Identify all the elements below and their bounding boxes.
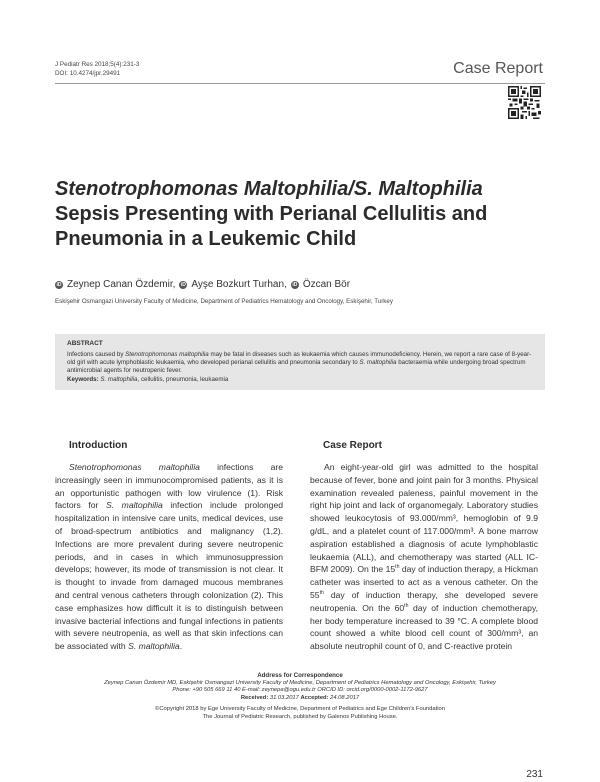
case-report-heading: Case Report [323,440,382,451]
abstract-box [55,334,545,390]
citation-meta [55,61,139,78]
correspondence-heading: Address for Correspondence [257,672,343,679]
article-title [55,177,535,252]
correspondence-footer [55,672,545,721]
doi: DOI: 10.4274/jpr.29491 [55,69,121,77]
case-report-text [310,461,538,653]
author-name: Ayşe Bozkurt Turhan, [191,279,287,290]
introduction-heading: Introduction [69,440,128,451]
header-divider [55,83,545,84]
page-number: 231 [526,769,543,780]
title-line-3: Pneumonia in a Leukemic Child [55,228,357,250]
abstract-body: Infections caused by Stenotrophomonas maltophilia may be fatal in diseases such as leukaemia which causes immunodeficiency. Herein, we report a rare case of 8-year-old girl with acute lymphoblastic leukaemia, who developed perianal cellulitis and pneumonia secondary to S. maltophilia bacteraemia while undergoing broad spectrum antimicrobial agents for neutropenic fever. [67,351,532,375]
correspondence-contact: Phone: +90 505 669 11 40 E-mail: zeynepa@ogu.edu.tr ORCID ID: orcid.org/0000-0002-1172-9627 [172,687,428,694]
orcid-icon[interactable]: iD [180,281,186,288]
copyright-line: ©Copyright 2018 by Ege University Faculty of Medicine, Department of Pediatrics and Ege Children's Foundation [155,705,445,712]
received-accepted: Received: 31.03.2017 Accepted: 24.08.2017 [240,695,360,702]
orcid-icon[interactable]: iD [56,281,62,288]
paragraph: Stenotrophomonas maltophilia infections are increasingly seen in immunocompromised patients, as it is an opportunistic pathogen with low virulence (1). Risk factors for S. maltophilia infection include prolonged hospitalization in intensive care units, medical devices, use of broad-spectrum antibiotics and malignancy (1,2). Infections are more prevalent during severe neutropenic periods, and in cases in which immunosuppression develops; however, its mode of transmission is not clear. It is thought to invade from damaged mucous membranes and central venous catheters through colonization (2). This case emphasizes how difficult it is to distinguish between invasive bacterial infections and fungal infections in patients with severe neutropenia, as well as that skin infections can be associated with S. maltophilia. [55,462,283,652]
article-type: Case Report [453,60,543,77]
title-line-2: Sepsis Presenting with Perianal Cellulitis and [55,203,488,225]
orcid-icon[interactable]: iD [292,281,298,288]
author-name: Özcan Bör [302,279,351,290]
abstract-keywords: Keywords: S. maltophilia, cellulitis, pneumonia, leukaemia [67,375,229,383]
qr-code-icon [508,86,541,119]
author-list [55,279,350,290]
paragraph: An eight-year-old girl was admitted to the hospital because of fever, bone and joint pain for 3 months. Physical examination revealed paleness, painful movement in the right hip joint and lack of organomegaly. Laboratory studies showed leukocytosis of 93.000/mm³, hemoglobin of 9.9 g/dL, and a platelet count of 117.000/mm³. A bone marrow aspiration established a diagnosis of acute lymphoblastic leukaemia (ALL), and chemotherapy was started (ALL IC-BFM 2009). On the 15th day of induction therapy, a Hickman catheter was inserted to act as a venous catheter. On the 55th day of induction therapy, she developed severe neutropenia. On the 60th day of induction chemotherapy, her body temperature increased to 39 °C. A complete blood count showed a white blood cell count of 300/mm³, an absolute neutrophil count of 0, and C-reactive protein [310,462,538,652]
correspondence-address: Zeynep Canan Özdemir MD, Eskişehir Osmangazi University Faculty of Medicine, Department of Pediatrics Hematology and Oncology, Eskişehir, Turkey [104,679,496,686]
affiliation: Eskişehir Osmangazi University Faculty of Medicine, Department of Pediatrics Hematology and Oncology, Eskişehir, Turkey [55,298,393,305]
abstract-heading: ABSTRACT [67,340,103,347]
title-line-1: Stenotrophomonas Maltophilia/S. Maltophilia [55,178,483,200]
publisher-line: The Journal of Pediatric Research, published by Galenos Publishing House. [202,713,398,720]
citation: J Pediatr Res 2018;5(4):231-3 [55,61,140,68]
introduction-text [55,461,283,653]
author-name: Zeynep Canan Özdemir, [67,279,176,290]
